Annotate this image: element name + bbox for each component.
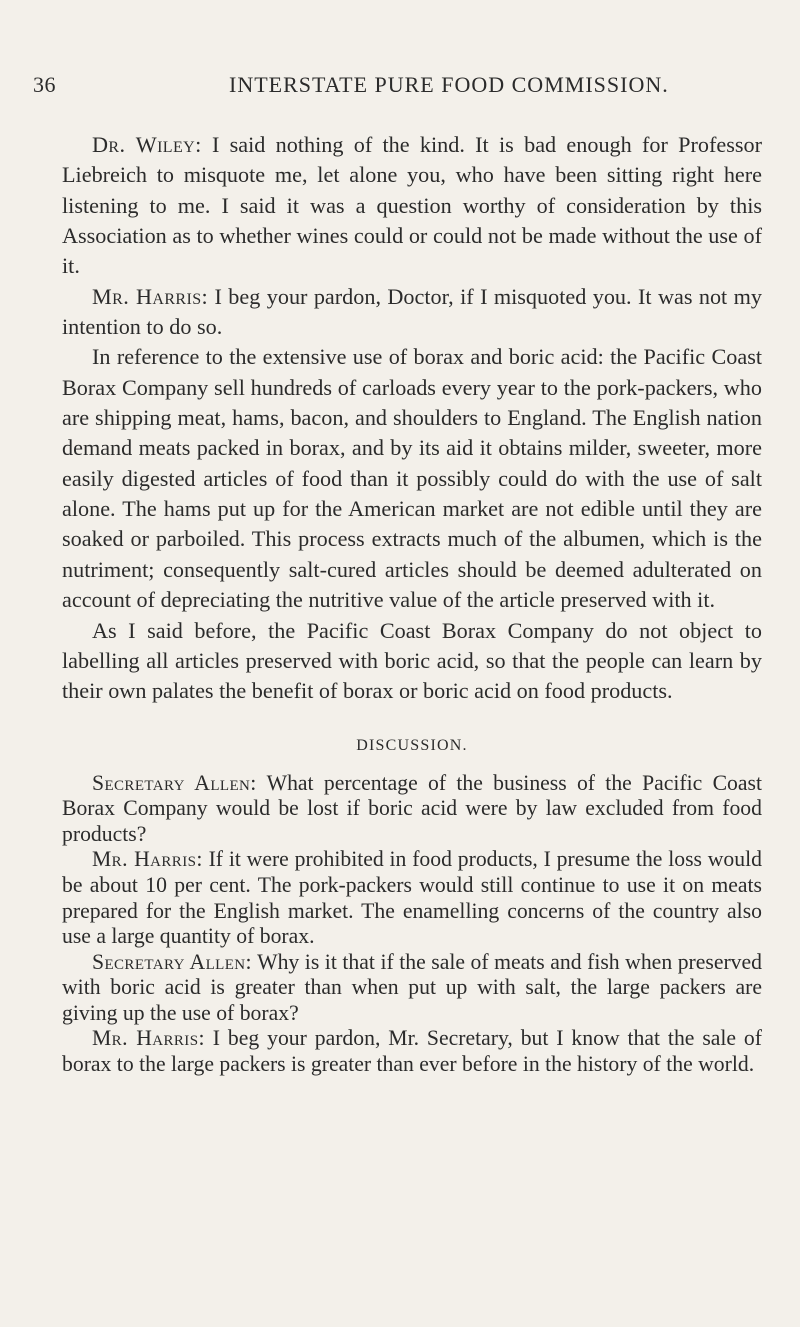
paragraph-text: I said nothing of the kind. It is bad enough for Professor Liebreich to misquote me, let alone you, who have been sitting right here listening to me. I said it was a question worthy of consideration by this Association as to whether wines could or could not be made without the use of it. [62,132,762,279]
paragraph-text: What percentage of the business of the Pacific Coast Borax Company would be lost if boric acid were by law excluded from food products? [62,770,762,846]
speaker-name: Secretary Allen: [92,770,257,795]
discussion-paragraph [62,771,762,848]
running-head: INTERSTATE PURE FOOD COMMISSION. [229,72,669,97]
discussion-section [62,771,762,1078]
discussion-heading: DISCUSSION. [356,736,468,754]
discussion-paragraph [62,950,762,1027]
discussion-paragraph [62,847,762,949]
paragraph-text: Why is it that if the sale of meats and fish when preserved with boric acid is greater than when put up with salt, the large packers are giving up the use of borax? [62,949,762,1025]
page-number: 36 [33,72,56,97]
paragraph-harris-reply [62,282,762,343]
speaker-name: Mr. Harris: [92,1026,205,1051]
paragraph-text: If it were prohibited in food products, I presume the loss would be about 10 per cent. The pork-packers would still continue to use it on meats prepared for the English market. The enamelling concerns of the country also use a large quantity of borax. [62,847,762,949]
paragraph-labelling: As I said before, the Pacific Coast Borax Company do not object to labelling all articles preserved with boric acid, so that the people can learn by their own palates the benefit of borax or boric acid on food products. [62,617,762,704]
page-header [33,72,740,106]
paragraph-text: I beg your pardon, Doctor, if I misquoted you. It was not my intention to do so. [62,283,762,340]
speaker-name: Mr. Harris: [92,283,209,309]
body-text [62,130,762,1078]
discussion-paragraph [62,1026,762,1077]
paragraph-text: I beg your pardon, Mr. Secretary, but I know that the sale of borax to the large packers is greater than ever before in the history of the world. [62,1026,762,1077]
paragraph-borax-use: In reference to the extensive use of borax and boric acid: the Pacific Coast Borax Company sell hundreds of carloads every year to the pork-packers, who are shipping meat, hams, bacon, and shoulders to England. The English nation demand meats packed in borax, and by its aid it obtains milder, sweeter, more easily digested articles of food than it possibly could do with the use of salt alone. The hams put up for the American market are not edible until they are soaked or parboiled. This process extracts much of the albumen, which is the nutriment; consequently salt-cured articles should be deemed adulterated on account of depreciating the nutritive value of the article preserved with it. [62,344,762,613]
speaker-name: Mr. Harris: [92,847,203,872]
paragraph-wiley [62,130,762,282]
speaker-name: Dr. Wiley: [92,132,202,157]
speaker-name: Secretary Allen: [92,949,252,974]
